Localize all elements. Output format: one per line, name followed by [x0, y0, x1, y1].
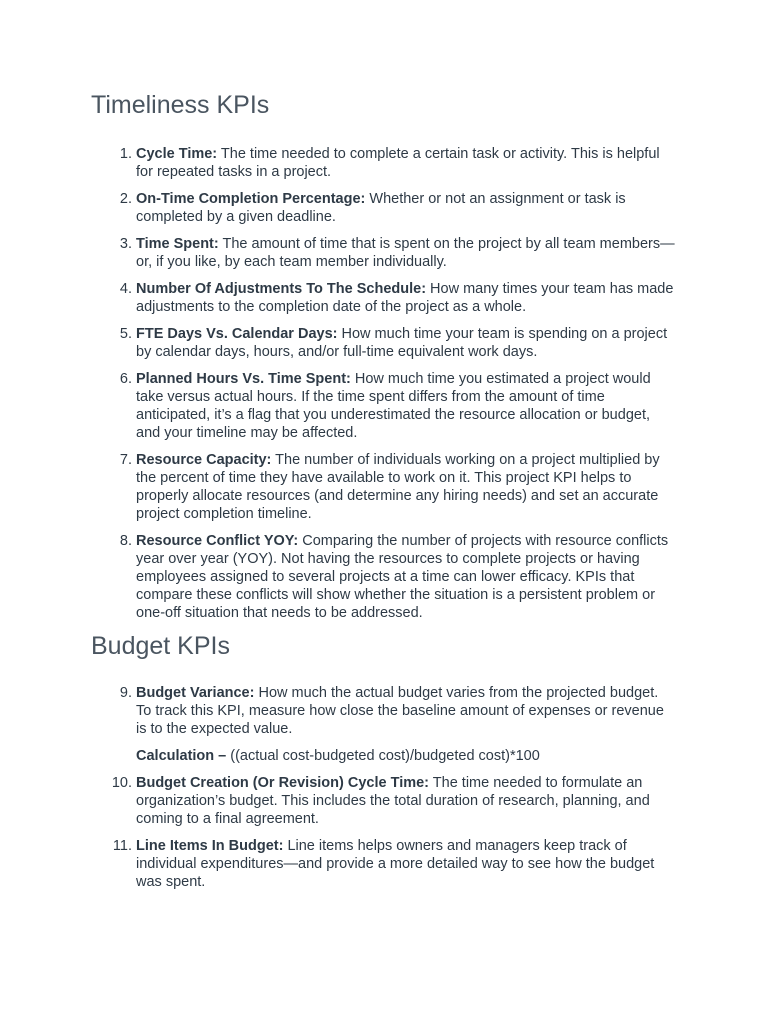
timeliness-heading: Timeliness KPIs: [91, 91, 270, 119]
kpi-number: 5.: [119, 326, 132, 342]
kpi-item-schedule-adjustments: [0, 280, 676, 316]
kpi-number: 10.: [111, 775, 132, 791]
calculation-formula: ((actual cost-budgeted cost)/budgeted cost)*100: [226, 748, 540, 764]
kpi-number: 11.: [112, 838, 132, 854]
kpi-term: Cycle Time:: [136, 146, 218, 162]
kpi-description: Whether or not an assignment or task is completed by a given deadline.: [136, 191, 626, 225]
kpi-description: The amount of time that is spent on the project by all team members—or, if you like, by each team member individually.: [136, 236, 675, 270]
kpi-term: On-Time Completion Percentage:: [136, 191, 366, 207]
kpi-number: 6.: [119, 371, 132, 387]
kpi-description: How much time your team is spending on a project by calendar days, hours, and/or full-time equivalent work days.: [136, 326, 668, 360]
kpi-description: The time needed to formulate an organization’s budget. This includes the total duration of research, planning, and coming to a final agreement.: [136, 775, 650, 827]
kpi-description: How much the actual budget varies from the projected budget. To track this KPI, measure how close the baseline amount of expenses or revenue is to the expected value.: [136, 685, 664, 737]
kpi-term: Budget Variance:: [136, 685, 255, 701]
kpi-term: Resource Capacity:: [136, 452, 272, 468]
kpi-number: 8.: [119, 533, 132, 549]
kpi-number: 2.: [119, 191, 132, 207]
kpi-number: 4.: [119, 281, 132, 297]
kpi-item-budget-variance: [0, 684, 676, 738]
kpi-description: Comparing the number of projects with resource conflicts year over year (YOY). Not having the resources to complete projects or having employees assigned to several projects at a time can lower efficacy. KPIs that compare these conflicts will show whether the situation is a persistent problem or one-off situation that needs to be addressed.: [136, 533, 669, 621]
kpi-description: The time needed to complete a certain task or activity. This is helpful for repeated tasks in a project.: [136, 146, 660, 180]
kpi-description: How many times your team has made adjustments to the completion date of the project as a whole.: [136, 281, 674, 315]
kpi-number: 9.: [119, 685, 132, 701]
kpi-term: Planned Hours Vs. Time Spent:: [136, 371, 351, 387]
kpi-description: How much time you estimated a project would take versus actual hours. If the time spent differs from the amount of time anticipated, it’s a flag that you underestimated the resource allocation or budget, and your timeline may be affected.: [136, 371, 651, 441]
kpi-number: 7.: [119, 452, 132, 468]
kpi-item-cycle-time: [0, 145, 676, 181]
calculation-line: [0, 747, 768, 765]
kpi-item-resource-conflict: [0, 532, 676, 622]
kpi-description: The number of individuals working on a project multiplied by the percent of time they have available to work on it. This project KPI helps to properly allocate resources (and determine any hiring needs) and set an accurate project completion timeline.: [136, 452, 660, 522]
kpi-term: Line Items In Budget:: [136, 838, 284, 854]
kpi-item-time-spent: [0, 235, 676, 271]
kpi-item-resource-capacity: [0, 451, 676, 523]
kpi-term: Number Of Adjustments To The Schedule:: [136, 281, 427, 297]
kpi-number: 3.: [119, 236, 132, 252]
kpi-description: Line items helps owners and managers keep track of individual expenditures—and provide a more detailed way to see how the budget was spent.: [136, 838, 655, 890]
kpi-item-on-time-completion: [0, 190, 676, 226]
budget-heading: Budget KPIs: [91, 632, 230, 660]
kpi-term: Resource Conflict YOY:: [136, 533, 299, 549]
kpi-term: FTE Days Vs. Calendar Days:: [136, 326, 338, 342]
kpi-item-planned-hours: [0, 370, 676, 442]
timeliness-kpi-list: [0, 145, 768, 631]
kpi-term: Budget Creation (Or Revision) Cycle Time:: [136, 775, 430, 791]
kpi-item-budget-creation-cycle: [0, 774, 676, 828]
kpi-number: 1.: [119, 146, 132, 162]
kpi-term: Time Spent:: [136, 236, 219, 252]
kpi-item-fte-days: [0, 325, 676, 361]
budget-kpi-list: [0, 684, 768, 900]
kpi-item-line-items: [0, 837, 676, 891]
calculation-label: Calculation –: [136, 748, 227, 764]
